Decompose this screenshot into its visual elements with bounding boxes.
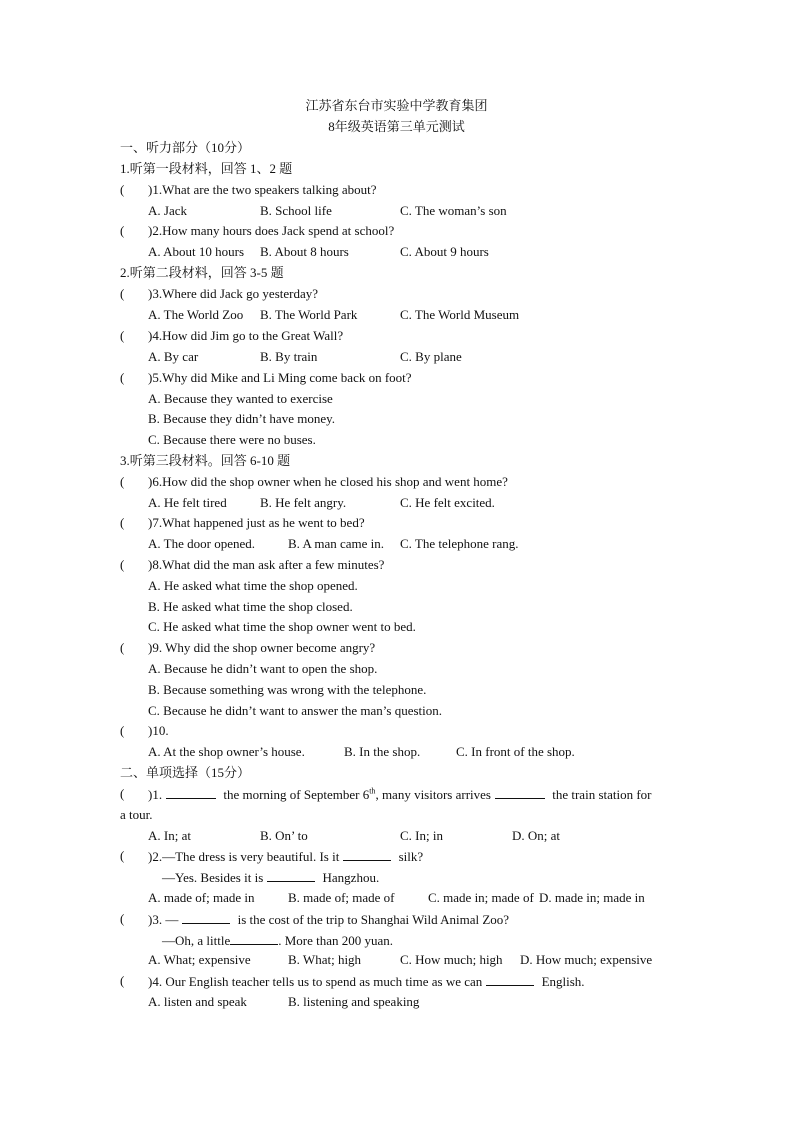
question-text: )6.How did the shop owner when he closed his shop and went home? (148, 474, 508, 489)
option-a: A. made of; made in (148, 890, 255, 905)
option-b: B. By train (260, 349, 318, 364)
question-fragment: , many visitors arrives (375, 787, 491, 802)
question-text: )4.How did Jim go to the Great Wall? (148, 328, 344, 343)
question-text: )8.What did the man ask after a few minutes? (148, 557, 385, 572)
question-fragment: the morning of September 6 (223, 787, 370, 802)
listening-heading: 一、听力部分（10分） (120, 140, 251, 155)
option-a: A. The door opened. (148, 536, 255, 551)
question-text: )2.How many hours does Jack spend at school? (148, 223, 395, 238)
page-title: 8年级英语第三单元测试 (328, 119, 465, 134)
option-c: C. He asked what time the shop owner went to bed. (148, 619, 416, 634)
option-a: A. What; expensive (148, 952, 251, 967)
option-c: C. The World Museum (400, 307, 520, 322)
option-a: A. By car (148, 349, 199, 364)
option-c: C. made in; made of (428, 890, 534, 905)
blank-line[interactable] (486, 973, 534, 986)
question-text: )9. Why did the shop owner become angry? (148, 640, 376, 655)
question-fragment: the train station for (552, 787, 652, 802)
question-text (148, 911, 509, 928)
option-b: B. About 8 hours (260, 244, 349, 259)
question-text (148, 848, 423, 865)
blank-line[interactable] (495, 786, 545, 799)
option-a: A. He felt tired (148, 495, 227, 510)
answer-paren[interactable]: ( (120, 328, 125, 343)
option-a: A. In; at (148, 828, 191, 843)
question-text: )1.What are the two speakers talking about? (148, 182, 377, 197)
answer-paren[interactable]: ( (120, 286, 125, 301)
option-a: A. listen and speak (148, 994, 247, 1009)
option-b: B. made of; made of (288, 890, 395, 905)
blank-line[interactable] (182, 911, 230, 924)
question-text: )5.Why did Mike and Li Ming come back on foot? (148, 370, 412, 385)
blank-line[interactable] (230, 932, 278, 945)
option-c: C. The woman’s son (400, 203, 507, 218)
option-a: A. About 10 hours (148, 244, 245, 259)
choice-heading: 二、单项选择（15分） (120, 765, 251, 780)
option-b: B. He felt angry. (260, 495, 347, 510)
listening-part2: 2.听第二段材料，回答 3-5 题 (120, 265, 284, 280)
reply-text (162, 869, 379, 886)
option-b: B. What; high (288, 952, 362, 967)
reply-fragment: Hangzhou. (322, 870, 380, 885)
question-fragment: )4. Our English teacher tells us to spend as much time as we can (148, 974, 483, 989)
answer-paren[interactable]: ( (120, 723, 125, 738)
option-b: B. In the shop. (344, 744, 421, 759)
option-b: B. Because they didn’t have money. (148, 411, 336, 426)
question-text: )10. (148, 723, 169, 738)
question-fragment: English. (541, 974, 585, 989)
listening-part1: 1.听第一段材料，回答 1、2 题 (120, 161, 293, 176)
question-text: )7.What happened just as he went to bed? (148, 515, 365, 530)
option-c: C. How much; high (400, 952, 503, 967)
question-text (148, 786, 652, 803)
question-fragment: is the cost of the trip to Shanghai Wild Animal Zoo? (237, 912, 510, 927)
answer-paren[interactable]: ( (120, 223, 125, 238)
option-c: C. The telephone rang. (400, 536, 519, 551)
answer-paren[interactable]: ( (120, 370, 125, 385)
answer-paren[interactable]: ( (120, 182, 125, 197)
question-text (148, 973, 585, 990)
option-c: C. About 9 hours (400, 244, 489, 259)
option-a: A. The World Zoo (148, 307, 244, 322)
option-b: B. A man came in. (288, 536, 385, 551)
option-a: A. Jack (148, 203, 187, 218)
answer-paren[interactable]: ( (120, 973, 125, 988)
answer-paren[interactable]: ( (120, 786, 125, 801)
option-b: B. The World Park (260, 307, 358, 322)
answer-paren[interactable]: ( (120, 474, 125, 489)
option-c: C. Because there were no buses. (148, 432, 316, 447)
question-fragment: )3. — (148, 912, 179, 927)
blank-line[interactable] (343, 848, 391, 861)
option-c: C. Because he didn’t want to answer the man’s question. (148, 703, 443, 718)
question-number: )1. (148, 787, 163, 802)
reply-fragment: . More than 200 yuan. (278, 933, 394, 948)
school-name: 江苏省东台市实验中学教育集团 (305, 98, 488, 113)
option-a: A. Because he didn’t want to open the shop. (148, 661, 378, 676)
option-c: C. By plane (400, 349, 462, 364)
option-a: A. He asked what time the shop opened. (148, 578, 358, 593)
blank-line[interactable] (166, 786, 216, 799)
answer-paren[interactable]: ( (120, 640, 125, 655)
answer-paren[interactable]: ( (120, 911, 125, 926)
question-fragment: )2.—The dress is very beautiful. Is it (148, 849, 340, 864)
option-c: C. In; in (400, 828, 443, 843)
superscript: th (369, 786, 376, 796)
answer-paren[interactable]: ( (120, 515, 125, 530)
answer-paren[interactable]: ( (120, 557, 125, 572)
question-fragment: silk? (398, 849, 424, 864)
option-b: B. On’ to (260, 828, 308, 843)
option-b: B. listening and speaking (288, 994, 420, 1009)
option-b: B. Because something was wrong with the telephone. (148, 682, 427, 697)
question-continuation: a tour. (120, 807, 153, 822)
option-c: C. In front of the shop. (456, 744, 575, 759)
reply-fragment: —Oh, a little (162, 933, 231, 948)
option-a: A. Because they wanted to exercise (148, 391, 333, 406)
question-text: )3.Where did Jack go yesterday? (148, 286, 319, 301)
blank-line[interactable] (267, 869, 315, 882)
option-b: B. School life (260, 203, 332, 218)
listening-part3: 3.听第三段材料。回答 6-10 题 (120, 453, 291, 468)
option-a: A. At the shop owner’s house. (148, 744, 305, 759)
option-c: C. He felt excited. (400, 495, 495, 510)
answer-paren[interactable]: ( (120, 848, 125, 863)
option-d: D. On; at (512, 828, 561, 843)
reply-text (162, 932, 393, 949)
reply-fragment: —Yes. Besides it is (162, 870, 264, 885)
option-d: D. made in; made in (539, 890, 645, 905)
option-d: D. How much; expensive (520, 952, 653, 967)
option-b: B. He asked what time the shop closed. (148, 599, 353, 614)
